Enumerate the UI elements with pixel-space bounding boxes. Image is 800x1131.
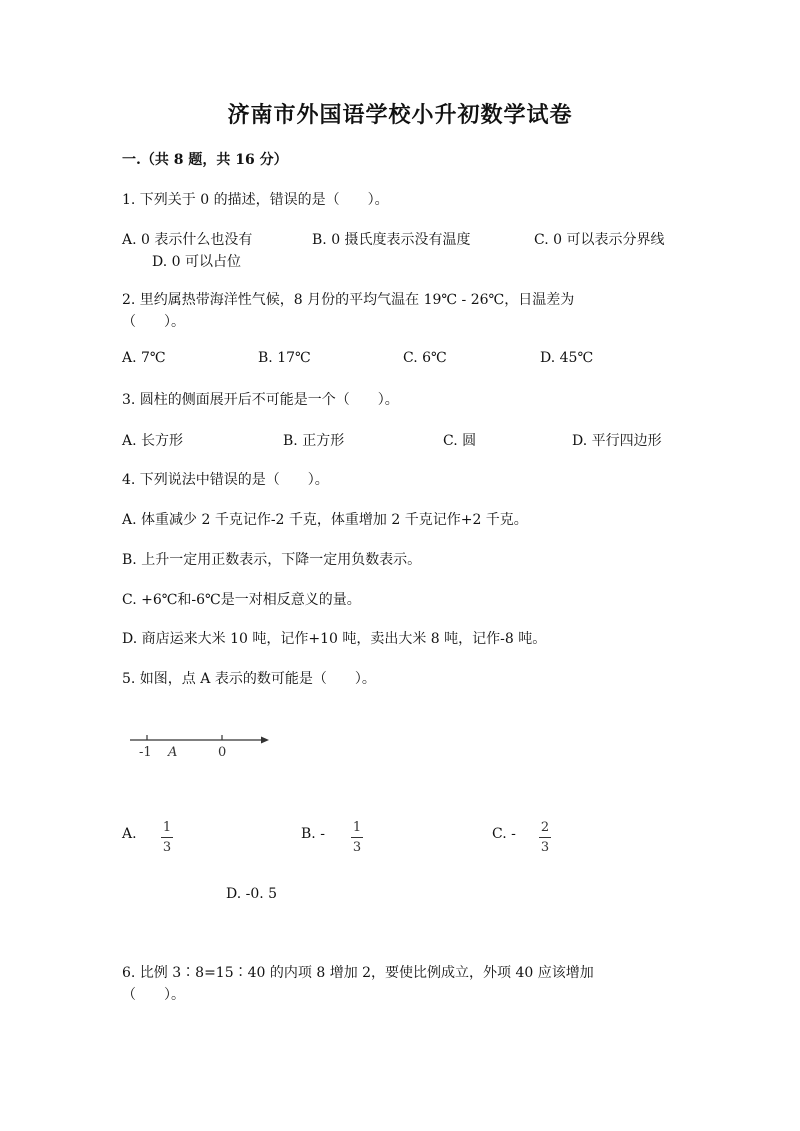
question-3-option-b: B. 正方形 xyxy=(283,433,345,449)
question-5-option-d: D. -0. 5 xyxy=(226,886,278,902)
question-3-stem: 3. 圆柱的侧面展开后不可能是一个（ ）。 xyxy=(122,392,399,408)
question-3-option-a: A. 长方形 xyxy=(122,433,184,449)
fraction-bar xyxy=(161,837,173,838)
question-5-option-c-fraction xyxy=(539,821,551,854)
question-3-option-d: D. 平行四边形 xyxy=(572,433,662,449)
fraction-numerator: 1 xyxy=(162,820,172,835)
question-1-option-d: D. 0 可以占位 xyxy=(152,254,241,270)
label-neg1: -1 xyxy=(139,745,152,760)
fraction-denominator: 3 xyxy=(162,840,172,855)
question-1-option-a: A. 0 表示什么也没有 xyxy=(122,232,253,248)
question-5-option-a-prefix: A. xyxy=(122,826,137,842)
number-line-arrow xyxy=(261,737,269,744)
question-5-option-c-prefix: C. - xyxy=(492,826,516,842)
question-1-option-b: B. 0 摄氏度表示没有温度 xyxy=(312,232,471,248)
label-zero: 0 xyxy=(218,745,227,760)
question-2-stem-cont: （ ）。 xyxy=(122,314,185,330)
fraction-bar xyxy=(351,837,363,838)
fraction-denominator: 3 xyxy=(540,840,550,855)
question-4-option-d: D. 商店运来大米 10 吨，记作+10 吨，卖出大米 8 吨，记作-8 吨。 xyxy=(122,631,547,647)
number-line-figure xyxy=(125,728,275,764)
fraction-denominator: 3 xyxy=(352,840,362,855)
question-2-option-b: B. 17℃ xyxy=(258,350,311,366)
question-4-option-b: B. 上升一定用正数表示，下降一定用负数表示。 xyxy=(122,552,422,568)
question-2-stem: 2. 里约属热带海洋性气候，8 月份的平均气温在 19℃ - 26℃，日温差为 xyxy=(122,292,575,308)
section-header: 一.（共 8 题，共 16 分） xyxy=(122,152,288,168)
question-1-option-c: C. 0 可以表示分界线 xyxy=(534,232,665,248)
question-2-option-d: D. 45℃ xyxy=(540,350,594,366)
question-6-stem-cont: （ ）。 xyxy=(122,987,185,1003)
number-line-svg xyxy=(125,728,275,764)
fraction-numerator: 2 xyxy=(540,820,550,835)
question-3-option-c: C. 圆 xyxy=(443,433,477,449)
question-5-option-b-prefix: B. - xyxy=(301,826,325,842)
page-title: 济南市外国语学校小升初数学试卷 xyxy=(227,102,573,128)
fraction-bar xyxy=(539,837,551,838)
question-5-stem: 5. 如图，点 A 表示的数可能是（ ）。 xyxy=(122,671,376,687)
question-5-option-b-fraction xyxy=(351,821,363,854)
question-2-option-c: C. 6℃ xyxy=(403,350,447,366)
question-2-option-a: A. 7℃ xyxy=(122,350,166,366)
question-5-option-a-fraction xyxy=(161,821,173,854)
label-point-a: A xyxy=(168,745,178,760)
fraction-numerator: 1 xyxy=(352,820,362,835)
question-4-stem: 4. 下列说法中错误的是（ ）。 xyxy=(122,472,329,488)
question-4-option-c: C. +6℃和-6℃是一对相反意义的量。 xyxy=(122,592,361,608)
question-1-stem: 1. 下列关于 0 的描述，错误的是（ ）。 xyxy=(122,192,389,208)
question-6-stem: 6. 比例 3∶8=15∶40 的内项 8 增加 2，要使比例成立，外项 40 应该增加 xyxy=(122,965,594,981)
question-4-option-a: A. 体重减少 2 千克记作-2 千克，体重增加 2 千克记作+2 千克。 xyxy=(122,512,528,528)
